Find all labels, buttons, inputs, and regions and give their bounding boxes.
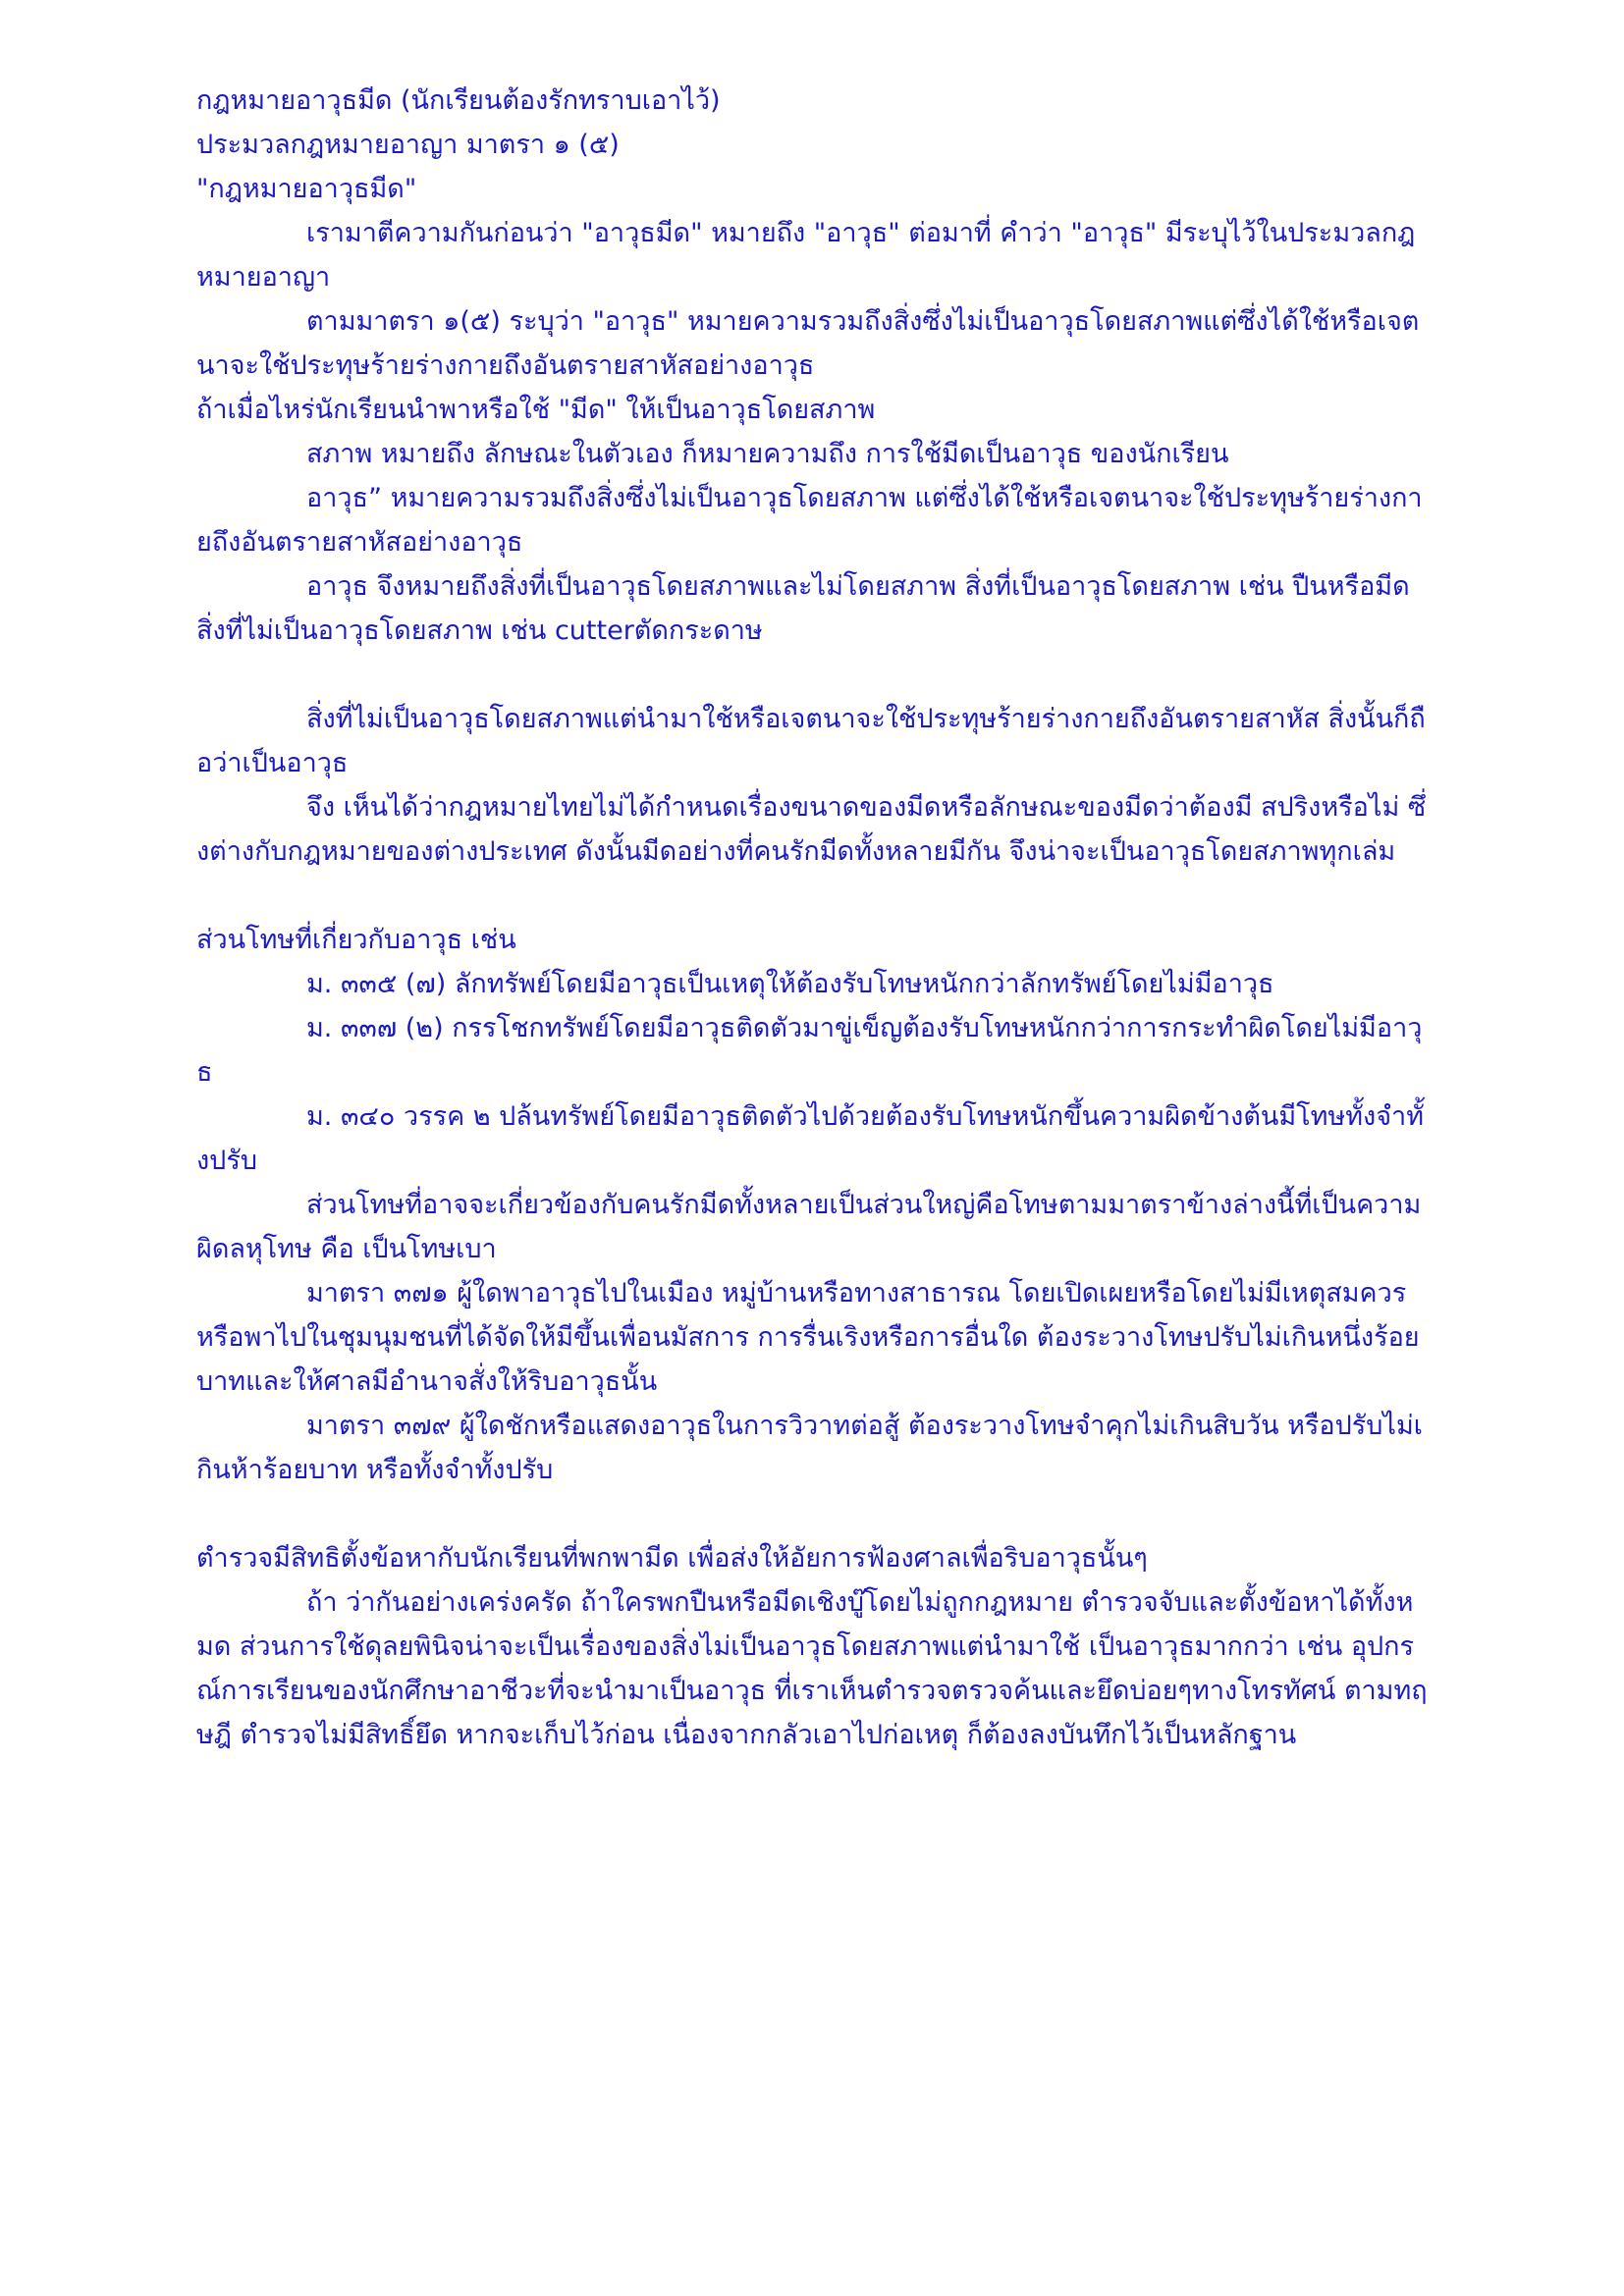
paragraph: จึง เห็นได้ว่ากฎหมายไทยไม่ได้กำหนดเรื่องขนาดของมีดหรือลักษณะของมีดว่าต้องมี สปริงหรือไม่ ซึ่งต่างกับกฎหมายของต่างประเทศ ดังนั้นมีดอย่างที่คนรักมีดทั้งหลายมีกัน จึงน่าจะเป็นอาวุธโดยสภาพทุกเล่ม <box>196 792 1427 867</box>
paragraph: อาวุธ จึงหมายถึงสิ่งที่เป็นอาวุธโดยสภาพและไม่โดยสภาพ สิ่งที่เป็นอาวุธโดยสภาพ เช่น ปืนหรือมีด สิ่งที่ไม่เป็นอาวุธโดยสภาพ เช่น cutterตัดกระดาษ <box>196 571 1410 646</box>
paragraph: ตามมาตรา ๑(๕) ระบุว่า "อาวุธ" หมายความรวมถึงสิ่งซึ่งไม่เป็นอาวุธโดยสภาพแต่ซึ่งได้ใช้หรือเจตนาจะใช้ประทุษร้ายร่างกายถึงอันตรายสาหัสอย่างอาวุธ <box>196 306 1420 381</box>
list-item: ม. ๓๓๗ (๒) กรรโชกทรัพย์โดยมีอาวุธติดตัวมาขู่เข็ญต้องรับโทษหนักกว่าการกระทำผิดโดยไม่มีอาวุธ <box>196 1013 1423 1088</box>
doc-subtitle: ประมวลกฎหมายอาญา มาตรา ๑ (๕) <box>196 130 620 160</box>
paragraph: เรามาตีความกันก่อนว่า "อาวุธมีด" หมายถึง "อาวุธ" ต่อมาที่ คำว่า "อาวุธ" มีระบุไว้ในประมวลกฎหมายอาญา <box>196 218 1416 293</box>
doc-title: กฎหมายอาวุธมีด (นักเรียนต้องรักทราบเอาไว้) <box>196 85 721 116</box>
paragraph: ถ้า ว่ากันอย่างเคร่งครัด ถ้าใครพกปืนหรือมีดเชิงบู๊โดยไม่ถูกกฎหมาย ตำรวจจับและตั้งข้อหาได้ทั้งหมด ส่วนการใช้ดุลยพินิจน่าจะเป็นเรื่องของสิ่งไม่เป็นอาวุธโดยสภาพแต่นำมาใช้ เป็นอาวุธมากกว่า เช่น อุปกรณ์การเรียนของนักศึกษาอาชีวะที่จะนำมาเป็นอาวุธ ที่เราเห็นตำรวจตรวจค้นและยึดบ่อยๆทางโทรทัศน์ ตามทฤษฎี ตำรวจไม่มีสิทธิ์ยึด หากจะเก็บไว้ก่อน เนื่องจากกลัวเอาไปก่อเหตุ ก็ต้องลงบันทึกไว้เป็นหลักฐาน <box>196 1587 1428 1750</box>
section-heading: ตำรวจมีสิทธิตั้งข้อหากับนักเรียนที่พกพามีด เพื่อส่งให้อัยการฟ้องศาลเพื่อริบอาวุธนั้นๆ <box>196 1543 1148 1574</box>
list-item: ม. ๓๔๐ วรรค ๒ ปล้นทรัพย์โดยมีอาวุธติดตัวไปด้วยต้องรับโทษหนักขึ้นความผิดข้างต้นมีโทษทั้งจำทั้งปรับ <box>196 1101 1425 1176</box>
list-item: ม. ๓๓๕ (๗) ลักทรัพย์โดยมีอาวุธเป็นเหตุให้ต้องรับโทษหนักกว่าลักทรัพย์โดยไม่มีอาวุธ <box>306 969 1274 999</box>
paragraph: มาตรา ๓๗๙ ผู้ใดชักหรือแสดงอาวุธในการวิวาทต่อสู้ ต้องระวางโทษจำคุกไม่เกินสิบวัน หรือปรับไม่เกินห้าร้อยบาท หรือทั้งจำทั้งปรับ <box>196 1411 1424 1485</box>
spacer <box>196 1492 1430 1536</box>
paragraph: ส่วนโทษที่อาจจะเกี่ยวข้องกับคนรักมีดทั้งหลายเป็นส่วนใหญ่คือโทษตามมาตราข้างล่างนี้ที่เป็นความผิดลหุโทษ คือ เป็นโทษเบา <box>196 1190 1422 1264</box>
spacer <box>196 874 1430 918</box>
section-heading: ส่วนโทษที่เกี่ยวกับอาวุธ เช่น <box>196 925 516 955</box>
spacer <box>196 653 1430 697</box>
doc-heading: "กฎหมายอาวุธมีด" <box>196 174 417 204</box>
paragraph: มาตรา ๓๗๑ ผู้ใดพาอาวุธไปในเมือง หมู่บ้านหรือทางสาธารณ โดยเปิดเผยหรือโดยไม่มีเหตุสมควร หรือพาไปในชุมนุมชนที่ได้จัดให้มีขึ้นเพื่อนมัสการ การรื่นเริงหรือการอื่นใด ต้องระวางโทษปรับไม่เกินหนึ่งร้อยบาทและให้ศาลมีอำนาจสั่งให้ริบอาวุธนั้น <box>196 1278 1420 1397</box>
paragraph: ถ้าเมื่อไหร่นักเรียนนำพาหรือใช้ "มีด" ให้เป็นอาวุธโดยสภาพ <box>196 395 876 425</box>
paragraph: อาวุธ” หมายความรวมถึงสิ่งซึ่งไม่เป็นอาวุธโดยสภาพ แต่ซึ่งได้ใช้หรือเจตนาจะใช้ประทุษร้ายร่างกายถึงอันตรายสาหัสอย่างอาวุธ <box>196 483 1423 558</box>
paragraph: สิ่งที่ไม่เป็นอาวุธโดยสภาพแต่นำมาใช้หรือเจตนาจะใช้ประทุษร้ายร่างกายถึงอันตรายสาหัส สิ่งนั้นก็ถือว่าเป็นอาวุธ <box>196 704 1426 778</box>
paragraph: สภาพ หมายถึง ลักษณะในตัวเอง ก็หมายความถึง การใช้มีดเป็นอาวุธ ของนักเรียน <box>306 439 1229 469</box>
